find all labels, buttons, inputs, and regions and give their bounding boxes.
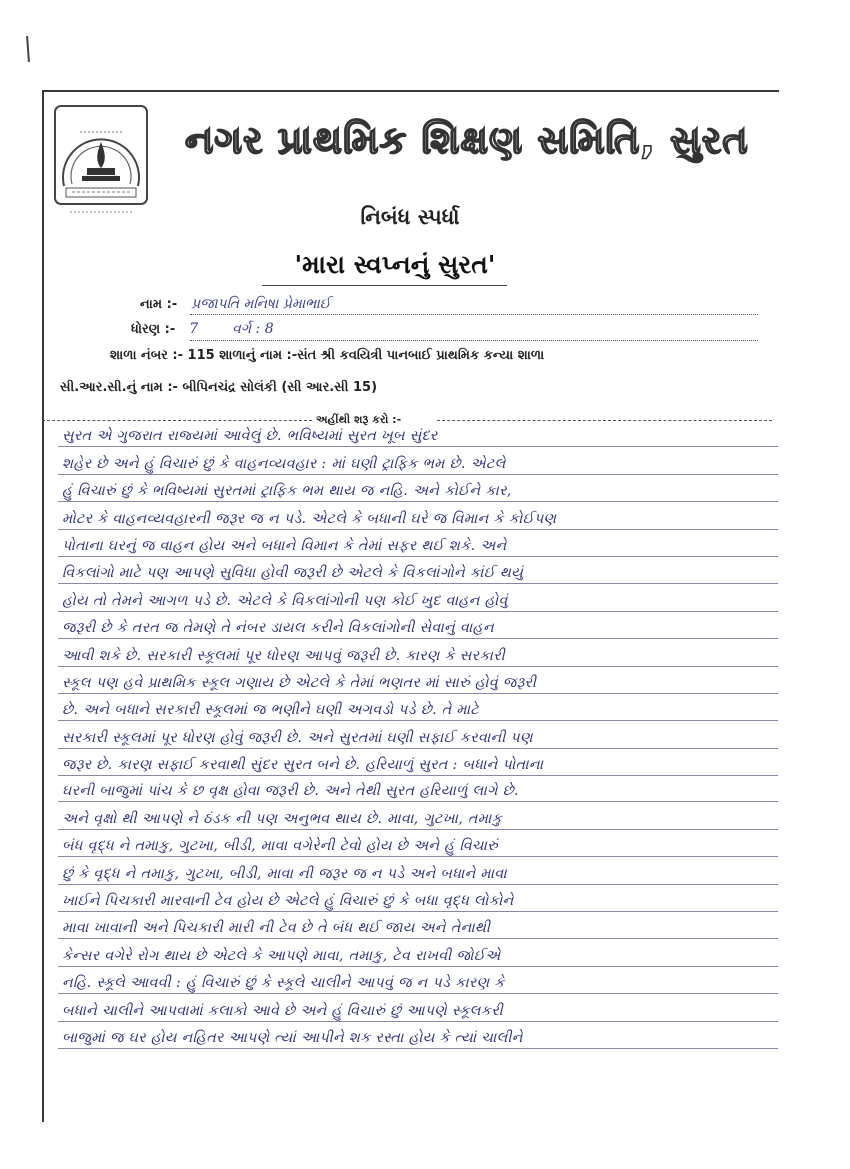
essay-line — [58, 775, 778, 802]
essay-body-part1 — [58, 420, 778, 776]
crc-line: સી.આર.સી.નું નામ :- બીપિનચંદ્ર સોલંકી (સી આર.સી 15) — [60, 380, 378, 395]
essay-line — [58, 830, 778, 857]
essay-line-text: વિકલાંગો માટે પણ આપણે સુવિધા હોવી જરૂરી છે એટલે કે વિકલાંગોને કાંઈ થયું — [62, 565, 524, 582]
essay-line — [58, 967, 778, 994]
essay-topic: 'મારા સ્વપ્નનું સુરત' — [294, 250, 496, 279]
essay-line — [58, 885, 778, 912]
essay-line — [58, 749, 778, 776]
start-here-label: અહીંથી શરૂ કરો :- — [312, 413, 405, 427]
essay-line-text: આવી શકે છે. સરકારી સ્કૂલમાં પૂર ધોરણ આપવું જરૂરી છે. કારણ કે સરકારી — [62, 647, 506, 664]
name-dotted-line — [190, 314, 758, 315]
essay-body-part2 — [58, 775, 778, 1049]
name-field — [140, 296, 331, 312]
margin-mark — [26, 36, 30, 62]
essay-line-text: શહેર છે અને હું વિચારું છું કે વાહનવ્યવહાર : માં ઘણી ટ્રાફિક ભમ છે. એટલે — [62, 455, 506, 472]
essay-line — [58, 557, 778, 584]
class-value: વર્ગ : 8 — [232, 321, 274, 337]
essay-line-text: હું વિચારું છું કે ભવિષ્યમાં સુરતમાં ટ્રાફિક ભમ થાય જ નહિ. અને કોઈને કાર, — [62, 483, 512, 500]
essay-line — [58, 584, 778, 611]
name-value: પ્રજાપતિ મનિષા પ્રેમાભાઈ — [191, 296, 331, 312]
essay-line-text: ખાઈને પિચકારી મારવાની ટેવ હોય છે એટલે હું વિચારું છું કે બધા વૃદ્ધ લોકોને — [62, 892, 514, 909]
essay-line-text: સુરત એ ગુજરાત રાજ્યમાં આવેલું છે. ભવિષ્યમાં સુરત ખૂબ સુંદર — [62, 428, 438, 445]
essay-line-text: કેન્સર વગેરે રોગ થાય છે એટલે કે આપણે માવા, તમાકુ, ટેવ રાખવી જોઈએ — [62, 947, 501, 964]
essay-line-text: બાજુમાં જ ઘર હોય નહિતર આપણે ત્યાં આપીને શક રસ્તા હોય કે ત્યાં ચાલીને — [62, 1029, 523, 1046]
essay-line-text: અને વૃક્ષો થી આપણે ને ઠંડક ની પણ અનુભવ થાય છે. માવા, ગુટખા, તમાકુ — [62, 810, 502, 827]
essay-line-text: સ્કૂલ પણ હવે પ્રાથમિક સ્કૂલ ગણાય છે એટલે કે તેમાં ભણતર માં સારું હોવું જરૂરી — [62, 674, 537, 691]
essay-line-text: હોય તો તેમને આગળ પડે છે. એટલે કે વિકલાંગોની પણ કોઈ ખુદ વાહન હોવું — [62, 592, 508, 609]
essay-line-text: છું કે વૃદ્ધ ને તમાકુ, ગુટખા, બીડી, માવા ની જરૂર જ ન પડે અને બધાને માવા — [62, 865, 507, 882]
std-field — [131, 321, 274, 337]
essay-line — [58, 639, 778, 666]
essay-line-text: બધાને ચાલીને આપવામાં કલાકો આવે છે અને હું વિચારું છું આપણે સ્કૂલકરી — [62, 1002, 503, 1019]
school-line: શાળા નંબર :- 115 શાળાનું નામ :-સંત શ્રી કવયિત્રી પાનબાઈ પ્રાથમિક કન્યા શાળા — [110, 348, 545, 363]
organization-title: નગર પ્રાથમિક શિક્ષણ સમિતિ, સુરત — [185, 118, 749, 162]
essay-line — [58, 447, 778, 474]
std-label: ધોરણ :- — [131, 322, 176, 337]
essay-line-text: જરૂરી છે કે તરત જ તેમણે તે નંબર ડાયલ કરીને વિકલાંગોની સેવાનું વાહન — [62, 620, 494, 637]
essay-line — [58, 612, 778, 639]
competition-subtitle: નિબંધ સ્પર્ધા — [360, 205, 460, 229]
essay-line-text: માવા ખાવાની અને પિચકારી મારી ની ટેવ છે તે બંધ થઈ જાય અને તેનાથી — [62, 920, 491, 937]
essay-line — [58, 857, 778, 884]
std-dotted-line — [190, 340, 758, 341]
essay-line-text: બંધ વૃદ્ધ ને તમાકુ, ગુટખા, બીડી, માવા વગેરેની ટેવો હોય છે અને હું વિચારું — [62, 838, 498, 855]
essay-line-text: છે. અને બધાને સરકારી સ્કૂલમાં જ ભણીને ઘણી અગવડો પડે છે. તે માટે — [62, 702, 479, 719]
topic-underline — [262, 285, 507, 286]
essay-line — [58, 802, 778, 829]
essay-line — [58, 530, 778, 557]
logo-emblem — [52, 102, 150, 222]
essay-line — [58, 721, 778, 748]
name-label: નામ :- — [140, 297, 178, 312]
essay-line — [58, 475, 778, 502]
essay-line-text: જરૂર છે. કારણ સફાઈ કરવાથી સુંદર સુરત બને છે. હરિયાળું સુરત : બધાને પોતાના — [62, 757, 544, 774]
essay-line — [58, 1022, 778, 1049]
essay-line-text: પોતાના ઘરનું જ વાહન હોય અને બધાને વિમાન કે તેમાં સફર થઈ શકે. અને — [62, 537, 507, 554]
essay-line-text: સરકારી સ્કૂલમાં પૂર ધોરણ હોવું જરૂરી છે. અને સુરતમાં ઘણી સફાઈ કરવાની પણ — [62, 729, 533, 746]
essay-line-text: મોટર કે વાહનવ્યવહારની જરૂર જ ન પડે. એટલે કે બધાની ઘરે જ વિમાન કે કોઈપણ — [62, 510, 557, 527]
std-value: 7 — [189, 321, 199, 337]
essay-line — [58, 420, 778, 447]
essay-line-text: નહિ. સ્કૂલે આવવી : હું વિચારું છું કે સ્કૂલે ચાલીને આપવું જ ન પડે કારણ કે — [62, 975, 505, 992]
essay-line — [58, 994, 778, 1021]
essay-line-text: ઘરની બાજુમાં પાંચ કે છ વૃક્ષ હોવા જરૂરી છે. અને તેથી સુરત હરિયાળું લાગે છે. — [62, 783, 519, 800]
essay-line — [58, 502, 778, 529]
essay-line — [58, 939, 778, 966]
essay-line — [58, 694, 778, 721]
essay-line — [58, 667, 778, 694]
essay-line — [58, 912, 778, 939]
